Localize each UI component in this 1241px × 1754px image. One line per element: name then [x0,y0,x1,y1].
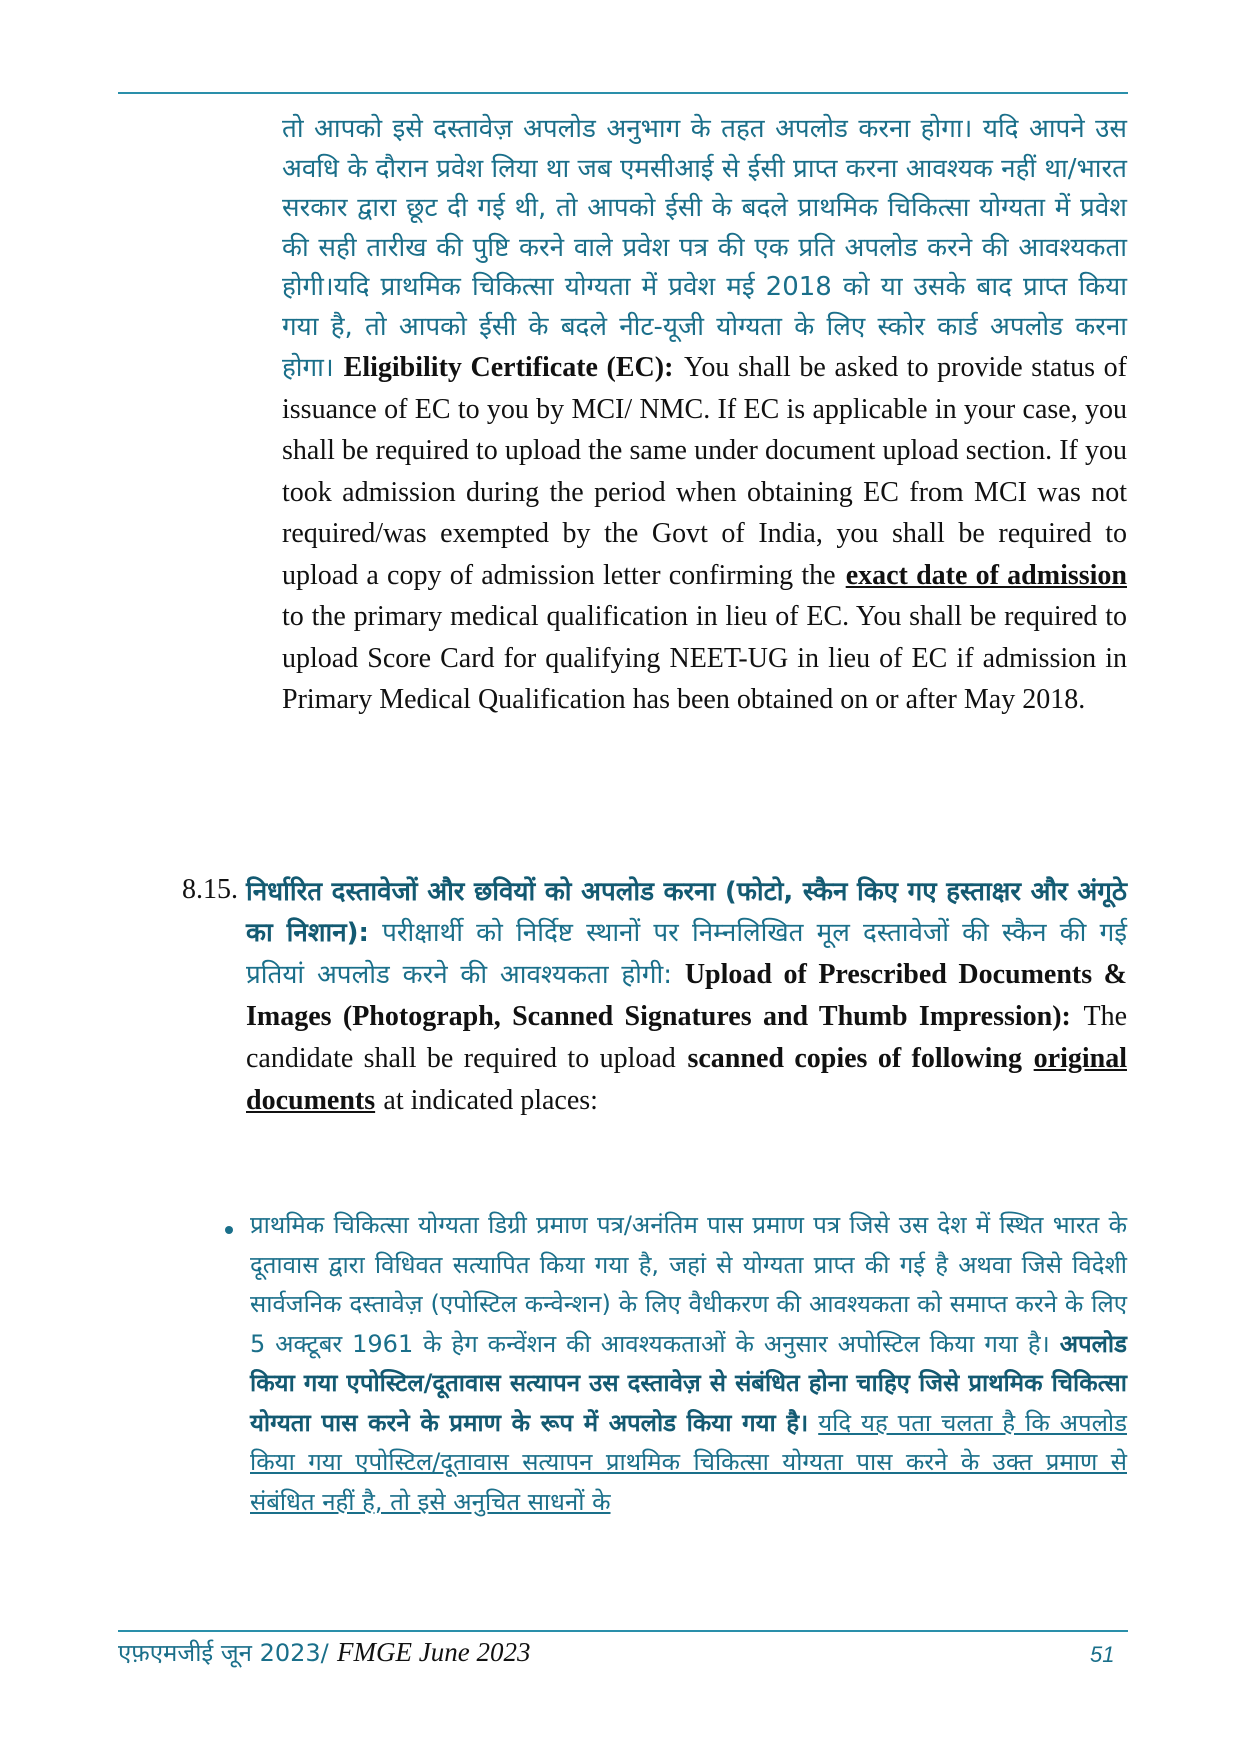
original-documents-emphasis: original documents [246,1043,1127,1116]
page-number: 51 [1090,1642,1115,1667]
bullet-underlined-text: यदि यह पता चलता है कि अपलोड किया गया एपोस्टिल/दूतावास सत्यापन प्राथमिक चिकित्सा योग्यता पास करने के उक्त प्रमाण से संबंधित नहीं है, तो इसे अनुचित साधनों के [250,1408,1127,1516]
header-rule [118,92,1128,94]
footer-en-label: FMGE June 2023 [337,1637,531,1667]
ec-heading: Eligibility Certificate (EC): [343,352,674,383]
section-number: 8.15. [182,874,238,905]
section-en-bold: scanned copies of following [687,1043,1022,1074]
footer-hindi-label: एफ़एमजीई जून 2023/ [118,1639,329,1667]
section-en-heading: Upload of Prescribed Documents & Images (Photograph, Scanned Signatures and Thumb Impression): [246,959,1127,1032]
section-hindi-heading: निर्धारित दस्तावेजों और छवियों को अपलोड करना (फोटो, स्कैन किए गए हस्ताक्षर और अंगूठे का निशान): [246,877,1127,948]
footer-rule [118,1630,1128,1632]
ec-text-1: You shall be asked to provide status of issuance of EC to you by MCI/ NMC. If EC is applicable in your case, you shall be required to upload the same under document upload section. If you took admission during the period when obtaining EC from MCI was not required/was exempted by the Govt of India, you shall be required to upload a copy of admission letter confirming the [282,352,1127,591]
section-en-text-2: at indicated places: [383,1085,598,1116]
bullet-bold-text: अपलोड किया गया एपोस्टिल/दूतावास सत्यापन उस दस्तावेज़ से संबंधित होना चाहिए जिसे प्राथमिक चिकित्सा योग्यता पास करने के प्रमाण के रूप में अपलोड किया गया है। [250,1329,1127,1437]
continuation-paragraph [282,110,1127,721]
exact-date-emphasis: exact date of admission [845,559,1127,591]
hindi-paragraph: तो आपको इसे दस्तावेज़ अपलोड अनुभाग के तहत अपलोड करना होगा। यदि आपने उस अवधि के दौरान प्रवेश लिया था जब एमसीआई से ईसी प्राप्त करना आवश्यक नहीं था/भारत सरकार द्वारा छूट दी गई थी, तो आपको ईसी के बदले प्राथमिक चिकित्सा योग्यता में प्रवेश की सही तारीख की पुष्टि करने वाले प्रवेश पत्र की एक प्रति अपलोड करने की आवश्यकता होगी।यदि प्राथमिक चिकित्सा योग्यता में प्रवेश मई 2018 को या उसके बाद प्राप्त किया गया है, तो आपको ईसी के बदले नीट-यूजी योग्यता के लिए स्कोर कार्ड अपलोड करना होगा। [282,114,1127,383]
footer-title [118,1636,530,1669]
bullet-dot-icon [225,1226,233,1234]
ec-text-2: to the primary medical qualification in lieu of EC. You shall be required to upload Score Card for qualifying NEET-UG in lieu of EC if admission in Primary Medical Qualification has been obtained on or after May 2018. [282,601,1127,715]
section-en-text-1: The candidate shall be required to upload [246,1001,1127,1074]
bullet-text: प्राथमिक चिकित्सा योग्यता डिग्री प्रमाण पत्र/अनंतिम पास प्रमाण पत्र जिसे उस देश में स्थित भारत के दूतावास द्वारा विधिवत सत्यापित किया गया है, जहां से योग्यता प्राप्त की गई है अथवा जिसे विदेशी सार्वजनिक दस्तावेज़ (एपोस्टिल कन्वेन्शन) के लिए वैधीकरण की आवश्यकता को समाप्त करने के लिए 5 अक्टूबर 1961 के हेग कन्वेंशन की आवश्यकताओं के अनुसार अपोस्टिल किया गया है। [250,1211,1127,1358]
bullet-list-item [250,1206,1127,1522]
section-8-15-paragraph [246,872,1127,1122]
section-hindi-text: परीक्षार्थी को निर्दिष्ट स्थानों पर निम्नलिखित मूल दस्तावेजों की स्कैन की गई प्रतियां अपलोड करने की आवश्यकता होगी: [246,918,1127,990]
